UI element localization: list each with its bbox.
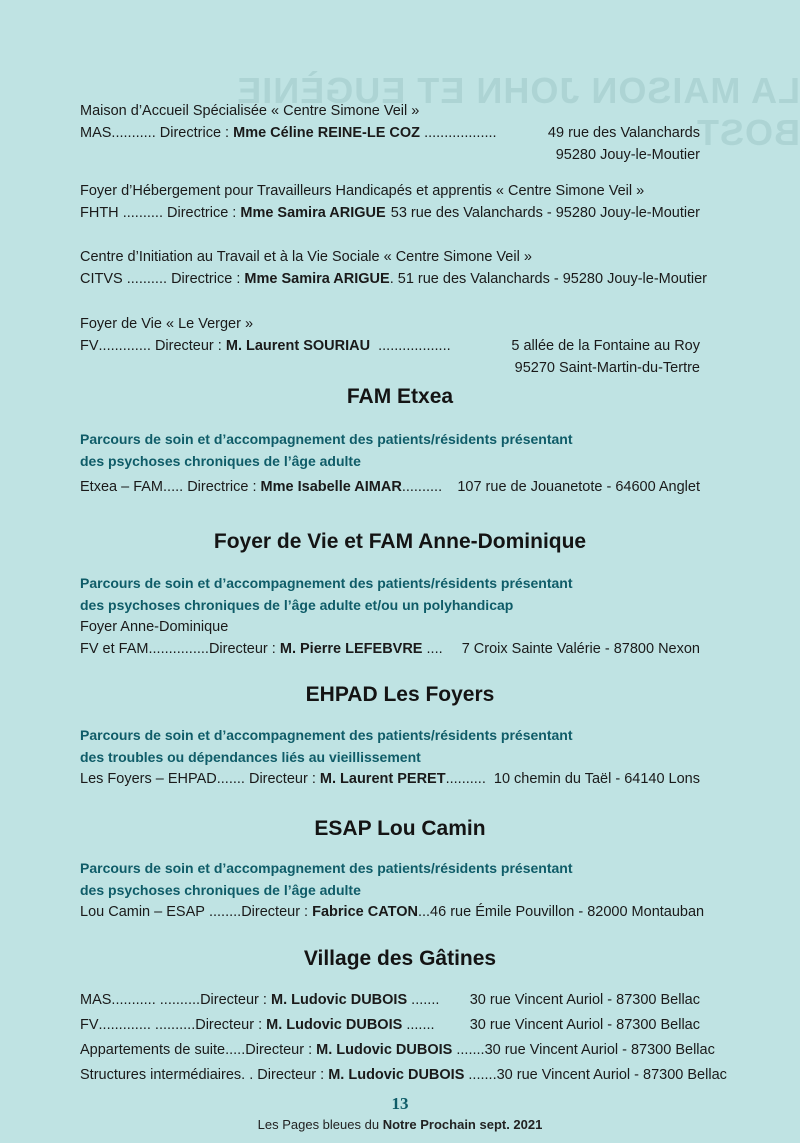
entry-role: Directeur :: [257, 1067, 325, 1083]
gatines-row: [80, 1038, 715, 1063]
entry-code: Les Foyers – EHPAD: [80, 771, 217, 787]
entry-code: FV: [80, 1017, 99, 1033]
entry-director: M. Ludovic DUBOIS: [316, 1042, 453, 1058]
section-heading-esap-lou-camin: ESAP Lou Camin: [314, 817, 486, 840]
entry-citvs: [80, 246, 707, 290]
dot-leader: ........: [208, 904, 242, 920]
entry-address: 30 rue Vincent Auriol - 87300 Bellac: [484, 1042, 715, 1058]
entry-director: M. Laurent PERET: [319, 771, 446, 787]
entry-code: Structures intermédiaires: [80, 1067, 242, 1083]
entry-code: MAS: [80, 992, 112, 1008]
entry-address: 10 chemin du Taël - 64140 Lons: [493, 771, 700, 787]
entry-role: Directrice :: [167, 205, 237, 221]
description-line: des psychoses chroniques de l’âge adulte et/ou un polyhandicap: [80, 597, 514, 613]
section-heading-ehpad-les-foyers: EHPAD Les Foyers: [305, 683, 495, 706]
entry-director: Mme Samira ARIGUE: [240, 205, 386, 221]
entry-director: Mme Isabelle AIMAR: [260, 479, 402, 495]
description-line: Parcours de soin et d’accompagnement des patients/résidents présentant: [80, 727, 573, 743]
entry-address: 7 Croix Sainte Valérie - 87800 Nexon: [461, 641, 700, 657]
entry-title: Maison d’Accueil Spécialisée « Centre Simone Veil »: [80, 103, 420, 119]
description-line: Parcours de soin et d’accompagnement des patients/résidents présentant: [80, 431, 573, 447]
dot-leader: ..................: [378, 338, 451, 354]
dot-leader: .....: [225, 1042, 246, 1058]
dot-leader: .............: [98, 338, 151, 354]
dot-leader: ..........: [126, 271, 168, 287]
entry-director: Fabrice CATON: [312, 904, 418, 920]
entry-line: [80, 335, 700, 357]
entry-role: Directeur :: [241, 904, 309, 920]
entry-role: Directrice :: [187, 479, 257, 495]
entry-foyer-le-verger: [80, 313, 700, 379]
section-heading-fam-etxea: FAM Etxea: [346, 385, 454, 408]
bleed-through-title: LA MAISON JOHN ET EUGÈNIE BOST: [236, 70, 800, 153]
entry-name: Foyer Anne-Dominique: [80, 619, 229, 635]
entry-code: CITVS: [80, 271, 123, 287]
page-number: 13: [391, 1094, 409, 1113]
dot-leader: . .: [241, 1067, 254, 1083]
entry-address: 30 rue Vincent Auriol - 87300 Bellac: [469, 992, 700, 1008]
entry-director: Mme Céline REINE-LE COZ: [233, 125, 421, 141]
footer-prefix: Les Pages bleues du: [257, 1117, 383, 1132]
entry-role: Directeur :: [245, 1042, 313, 1058]
dot-leader: .......: [411, 992, 440, 1008]
entry-line: [80, 901, 705, 923]
entry-mas-simone-veil: [80, 100, 700, 166]
dot-leader: ..........: [445, 771, 486, 787]
dot-leader: ....: [426, 641, 443, 657]
entry-ehpad-les-foyers: [80, 724, 700, 790]
entry-code: Etxea – FAM: [80, 479, 164, 495]
dot-leader: ..................: [424, 125, 497, 141]
dot-leader: .......: [216, 771, 245, 787]
footer-publication: Notre Prochain sept. 2021: [382, 1117, 543, 1132]
entry-line: [80, 476, 700, 498]
entry-role: Directeur :: [195, 1017, 263, 1033]
entry-code: MAS: [80, 125, 112, 141]
entry-line: [80, 268, 707, 290]
dot-leader: ........... ..........: [111, 992, 201, 1008]
entry-anne-dominique: [80, 572, 700, 660]
gatines-row: [80, 1013, 700, 1038]
dot-leader: .......: [468, 1067, 497, 1083]
dot-leader: .....: [163, 479, 184, 495]
entry-line: [80, 638, 700, 660]
entry-address: 30 rue Vincent Auriol - 87300 Bellac: [469, 1017, 700, 1033]
entry-director: M. Ludovic DUBOIS: [270, 992, 408, 1008]
entry-line: [80, 122, 700, 144]
dot-leader: .......: [456, 1042, 485, 1058]
entry-fam-etxea: [80, 428, 700, 498]
entry-code: Lou Camin – ESAP: [80, 904, 205, 920]
entry-address: 107 rue de Jouanetote - 64600 Anglet: [457, 479, 700, 495]
dot-leader: ..........: [122, 205, 163, 221]
page-footer: [0, 1117, 800, 1132]
dot-leader: ............. ..........: [98, 1017, 196, 1033]
description-line: des psychoses chroniques de l’âge adulte: [80, 453, 361, 469]
entry-city: 95280 Jouy-le-Moutier: [555, 147, 700, 163]
dot-leader: ...........: [111, 125, 156, 141]
entry-code: FHTH: [80, 205, 119, 221]
description-line: des psychoses chroniques de l’âge adulte: [80, 882, 361, 898]
entry-role: Directeur :: [208, 641, 276, 657]
entry-director: Mme Samira ARIGUE: [244, 271, 390, 287]
entry-director: M. Pierre LEFEBVRE: [279, 641, 423, 657]
entry-line: [80, 202, 700, 224]
entry-title: Foyer de Vie « Le Verger »: [80, 316, 254, 332]
description-line: Parcours de soin et d’accompagnement des patients/résidents présentant: [80, 575, 573, 591]
entry-role: Directrice :: [159, 125, 230, 141]
entry-code: FV: [80, 338, 99, 354]
entry-fhth: [80, 180, 700, 224]
entry-director: M. Laurent SOURIAU: [225, 338, 371, 354]
entry-address: 46 rue Émile Pouvillon - 82000 Montauban: [430, 904, 705, 920]
entry-role: Directrice :: [171, 271, 241, 287]
gatines-row: [80, 988, 700, 1013]
gatines-row: [80, 1063, 727, 1088]
entry-city: 95270 Saint-Martin-du-Tertre: [514, 360, 700, 376]
entry-role: Directeur :: [200, 992, 267, 1008]
dot-leader: .......: [406, 1017, 435, 1033]
dot-leader: ..........: [401, 479, 443, 495]
entry-address: 49 rue des Valanchards: [547, 125, 700, 141]
entry-address: 5 allée de la Fontaine au Roy: [511, 338, 700, 354]
dot-leader: ...............: [148, 641, 209, 657]
dot-leader: ...: [417, 904, 431, 920]
entry-director: M. Ludovic DUBOIS: [328, 1067, 465, 1083]
entry-address: 30 rue Vincent Auriol - 87300 Bellac: [496, 1067, 727, 1083]
entry-code: FV et FAM: [80, 641, 149, 657]
entry-role: Directeur :: [248, 771, 316, 787]
entry-line: [80, 768, 700, 790]
entry-esap-lou-camin: [80, 857, 705, 923]
entry-address: 53 rue des Valanchards - 95280 Jouy-le-Moutier: [390, 205, 700, 221]
entry-village-des-gatines: [80, 988, 727, 1088]
section-heading-village-des-gatines: Village des Gâtines: [303, 947, 497, 970]
section-heading-anne-dominique: Foyer de Vie et FAM Anne-Dominique: [213, 530, 587, 553]
entry-director: M. Ludovic DUBOIS: [266, 1017, 403, 1033]
entry-role: Directeur :: [154, 338, 222, 354]
description-line: Parcours de soin et d’accompagnement des patients/résidents présentant: [80, 860, 573, 876]
description-line: des troubles ou dépendances liés au vieillissement: [80, 749, 421, 765]
entry-title: Foyer d’Hébergement pour Travailleurs Handicapés et apprentis « Centre Simone Veil »: [80, 183, 645, 199]
entry-code: Appartements de suite: [80, 1042, 226, 1058]
entry-title: Centre d’Initiation au Travail et à la Vie Sociale « Centre Simone Veil »: [80, 249, 532, 265]
entry-address: . 51 rue des Valanchards - 95280 Jouy-le-Moutier: [389, 271, 707, 287]
